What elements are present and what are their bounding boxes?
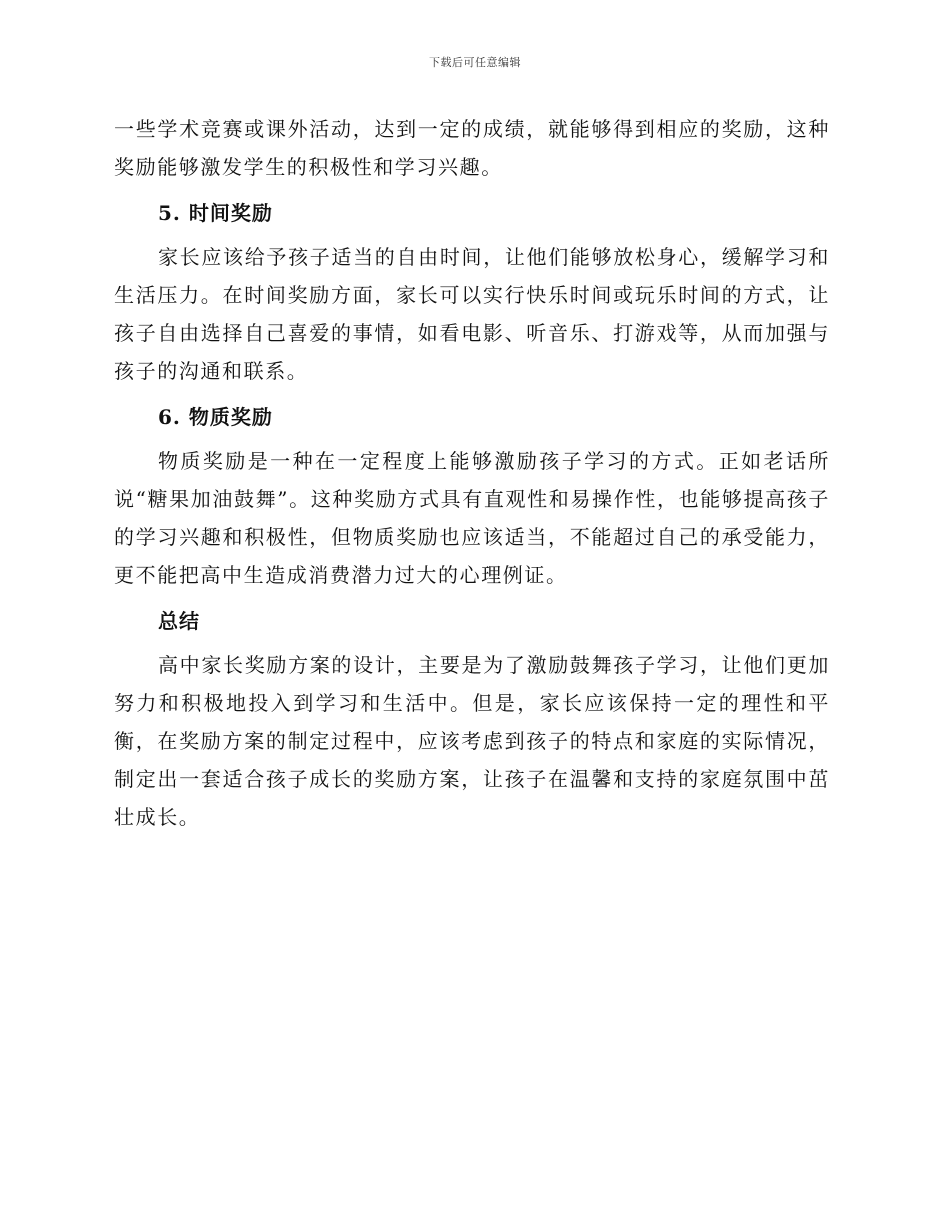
- section-heading-material-reward: 6. 物质奖励: [158, 405, 273, 429]
- material-reward-paragraph: 物质奖励是一种在一定程度上能够激励孩子学习的方式。正如老话所说“糖果加油鼓舞”。这种奖励方式具有直观性和易操作性，也能够提高孩子的学习兴趣和积极性，但物质奖励也应该适当，不能超过自己的承受能力，更不能把高中生造成消费潜力过大的心理例证。: [114, 449, 830, 587]
- section-heading-time-reward: 5. 时间奖励: [158, 201, 273, 225]
- time-reward-paragraph: 家长应该给予孩子适当的自由时间，让他们能够放松身心，缓解学习和生活压力。在时间奖励方面，家长可以实行快乐时间或玩乐时间的方式，让孩子自由选择自己喜爱的事情，如看电影、听音乐、打游戏等，从而加强与孩子的沟通和联系。: [114, 245, 830, 383]
- continuation-paragraph: 一些学术竞赛或课外活动，达到一定的成绩，就能够得到相应的奖励，这种奖励能够激发学生的积极性和学习兴趣。: [114, 117, 830, 179]
- document-body: [114, 110, 830, 836]
- header-note: 下载后可任意编辑: [429, 56, 521, 69]
- summary-paragraph: 高中家长奖励方案的设计，主要是为了激励鼓舞孩子学习，让他们更加努力和积极地投入到学习和生活中。但是，家长应该保持一定的理性和平衡，在奖励方案的制定过程中，应该考虑到孩子的特点和家庭的实际情况，制定出一套适合孩子成长的奖励方案，让孩子在温馨和支持的家庭氛围中茁壮成长。: [114, 653, 830, 829]
- section-heading-summary: 总结: [158, 609, 200, 633]
